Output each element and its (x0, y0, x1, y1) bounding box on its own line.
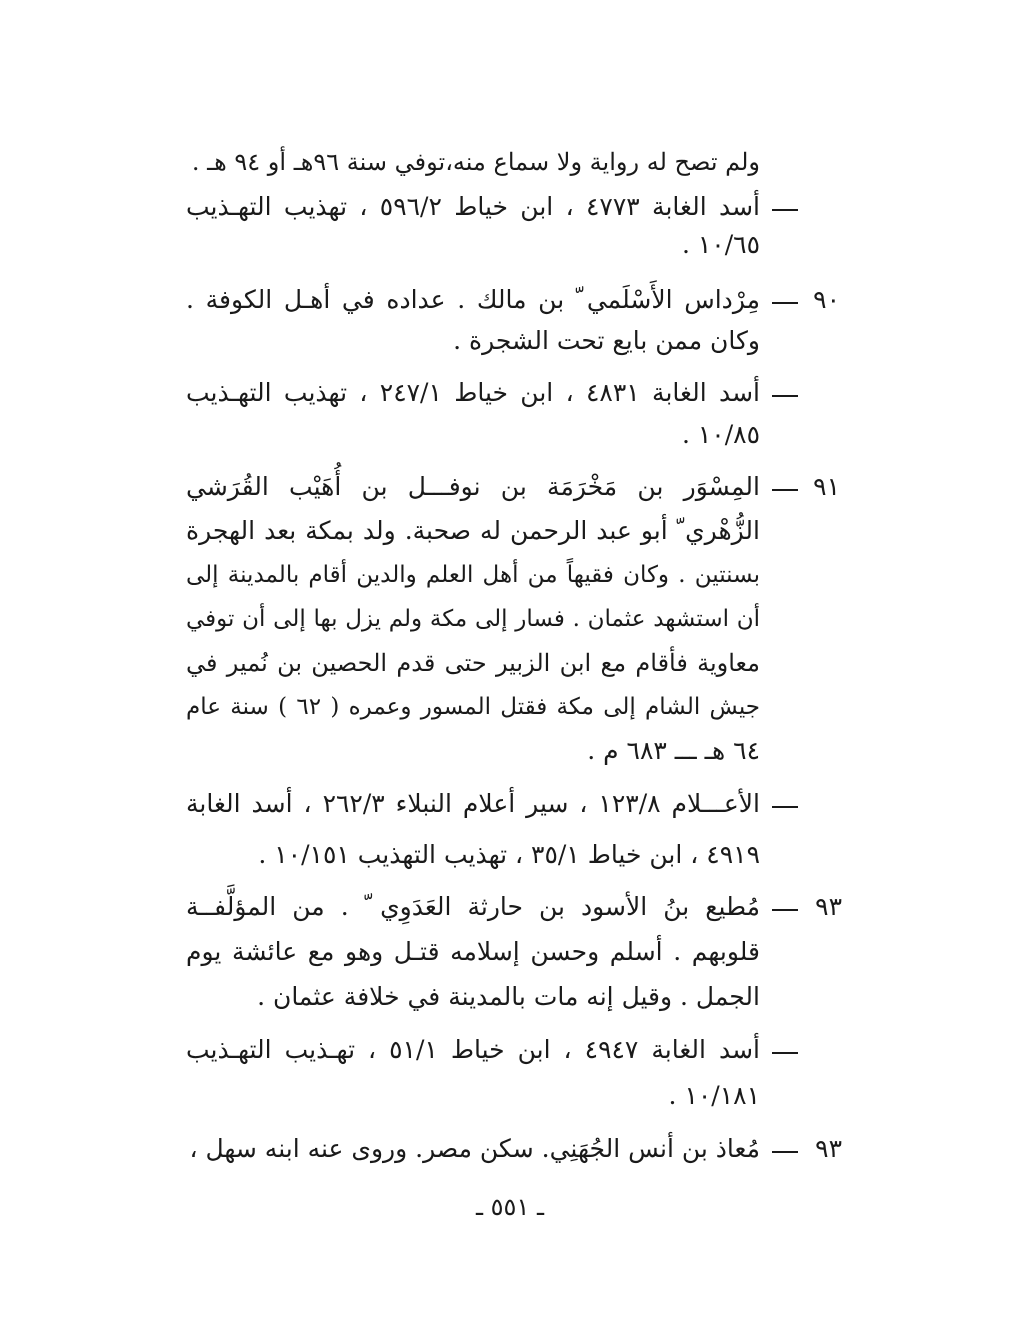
entry-90-text-line-2: وكان ممن بايع تحت الشجرة . (453, 326, 760, 355)
entry-89-reference-line-2: ١٠/٦٥ . (681, 230, 760, 259)
entry-91-text-line-1: المِسْوَر بن مَخْرَمَة بن نوفـــل بن أُهَيْب القُرَشي (186, 472, 760, 501)
entry-93-text-line-3: الجمل . وقيل إنه مات بالمدينة في خلافة عثمان . (257, 982, 760, 1011)
entry-93-reference-line-2: ١٠/١٨١ . (668, 1081, 760, 1110)
entry-dash (772, 302, 798, 304)
entry-91-text-line-2: الزُّهْري ّ أبو عبد الرحمن له صحبة. ولد بمكة بعد الهجرة (186, 516, 760, 545)
entry-93b-text-line-1: مُعاذ بن أنس الجُهَنِي. سكن مصر. وروى عنه ابنه سهل ، (189, 1134, 760, 1163)
entry-91-text-line-3: بسنتين . وكان فقيهاً من أهل العلم والدين أقام بالمدينة إلى (186, 562, 760, 588)
entry-dash (772, 909, 798, 911)
entry-90-text-line-1: مِرْداس الأَسْلَمي ّ بن مالك . عداده في أهـل الكوفة . (186, 285, 760, 314)
entry-dash (772, 489, 798, 491)
entry-90-reference-line-2: ١٠/٨٥ . (681, 420, 760, 449)
page-number: ـ ٥٥١ ـ (475, 1193, 544, 1221)
entry-91-text-line-7: ٦٤ هـ ـــ ٦٨٣ م . (587, 736, 760, 765)
entry-93-text-line-1: مُطيع بنُ الأسود بن حارثة العَدَوِي ّ . من المؤلَّفــة (186, 892, 760, 921)
entry-93-text-line-2: قلوبهم . أسلم وحسن إسلامه قتـل وهو مع عائشة يوم (186, 937, 760, 966)
entry-number-90: ٩٠ (813, 285, 840, 314)
entry-91-reference-line-1: الأعـــلام ١٢٣/٨ ، سير أعلام النبلاء ٢٦٢/٣ ، أسد الغابة (186, 789, 761, 818)
entry-90-reference-line-1: أسد الغابة ٤٨٣١ ، ابن خياط ٢٤٧/١ ، تهذيب التهـذيب (186, 378, 760, 407)
entry-number-91: ٩١ (813, 472, 840, 501)
reference-dash (772, 806, 798, 808)
entry-91-text-line-4: أن استشهد عثمان . فسار إلى مكة ولم يزل بها إلى أن توفي (186, 606, 760, 632)
entry-89-text-line-1: ولم تصح له رواية ولا سماع منه،توفي سنة ٩٦هـ أو ٩٤ هـ . (191, 148, 760, 176)
entry-89-reference-line-1: أسد الغابة ٤٧٧٣ ، ابن خياط ٥٩٦/٢ ، تهذيب التهـذيب (186, 192, 760, 221)
reference-dash (772, 395, 798, 397)
entry-dash (772, 1151, 798, 1153)
reference-dash (772, 209, 798, 211)
entry-91-reference-line-2: ٤٩١٩ ، ابن خياط ٣٥/١ ، تهذيب التهذيب ١٠/١٥١ . (258, 840, 760, 869)
entry-93-reference-line-1: أسد الغابة ٤٩٤٧ ، ابن خياط ٥١/١ ، تهـذيب التهـذيب (186, 1035, 760, 1064)
entry-91-text-line-6: جيش الشام إلى مكة فقتل المسور وعمره ( ٦٢ ) سنة عام (186, 694, 760, 720)
entry-number-93-second: ٩٣ (815, 1134, 842, 1163)
entry-91-text-line-5: معاوية فأقام مع ابن الزبير حتى قدم الحصين بن نُمير في (186, 649, 760, 677)
entry-number-93: ٩٣ (815, 892, 842, 921)
reference-dash (772, 1052, 798, 1054)
